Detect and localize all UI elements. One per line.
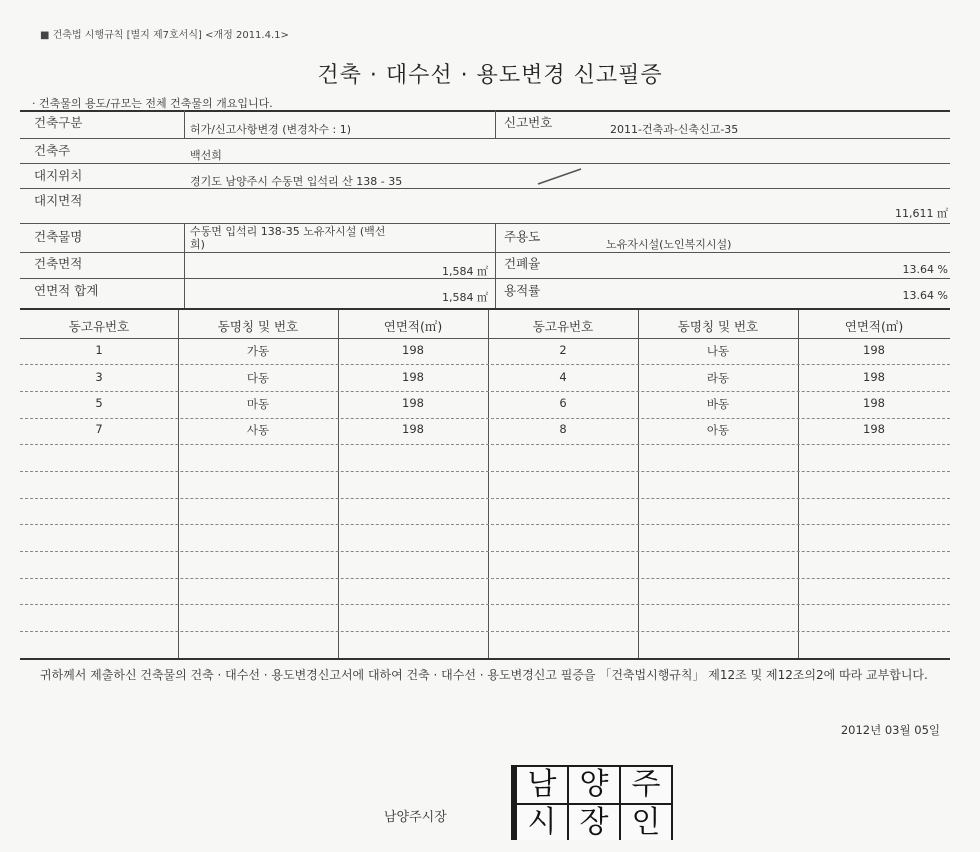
- table-cell: 198: [402, 396, 424, 410]
- table-cell: 5: [95, 396, 103, 410]
- report-no-value: 2011-건축과-신축신고-35: [610, 123, 739, 136]
- table-col-divider: [338, 310, 339, 658]
- building-area-label: 건축면적: [34, 256, 83, 271]
- table-cell: 6: [559, 396, 567, 410]
- coverage-value: 13.64 %: [902, 263, 948, 276]
- info-divider: [20, 223, 950, 224]
- info-col-divider: [184, 110, 185, 138]
- building-name-line-1: 수동면 입석리 138-35 노유자시설 (백선: [190, 225, 386, 238]
- main-use-value: 노유자시설(노인복지시설): [606, 238, 732, 251]
- table-row-divider: [20, 524, 950, 525]
- table-header-cell: 동명칭 및 번호: [677, 319, 759, 334]
- table-cell: 8: [559, 422, 567, 436]
- building-name-label: 건축물명: [34, 229, 83, 244]
- total-floor-value: 1,584 ㎡: [442, 291, 488, 304]
- owner-value: 백선희: [190, 149, 222, 162]
- seal-glyph: 장: [569, 805, 619, 840]
- issue-date: 2012년 03월 05일: [840, 723, 940, 737]
- table-cell: 7: [95, 422, 103, 436]
- info-col-divider: [184, 223, 185, 308]
- building-area-value: 1,584 ㎡: [442, 265, 488, 278]
- issuance-statement: 귀하께서 제출하신 건축물의 건축 · 대수선 · 용도변경신고서에 대하여 건축 · 대수선 · 용도변경신고 필증을 「건축법시행규칙」 제12조 및 제12조의2에 따라 교부합니다.: [40, 668, 928, 682]
- info-divider: [20, 163, 950, 164]
- main-use-label: 주용도: [504, 229, 541, 244]
- total-floor-label: 연면적 합계: [34, 283, 99, 298]
- table-row-divider: [20, 391, 950, 392]
- table-col-divider: [178, 310, 179, 658]
- table-header-cell: 연면적(㎡): [844, 319, 904, 334]
- table-cell: 3: [95, 370, 103, 384]
- table-cell: 198: [402, 422, 424, 436]
- seal-glyph: 시: [517, 805, 567, 840]
- table-col-divider: [488, 310, 489, 658]
- info-col-divider: [495, 110, 496, 138]
- table-header-cell: 연면적(㎡): [383, 319, 443, 334]
- table-cell: 198: [863, 396, 885, 410]
- category-value: 허가/신고사항변경 (변경차수 : 1): [190, 123, 351, 136]
- building-name-value: [190, 225, 385, 251]
- info-divider: [20, 138, 950, 139]
- table-header-divider: [20, 338, 950, 339]
- table-cell: 가동: [246, 344, 270, 358]
- site-value: 경기도 남양주시 수동면 입석리 산 138 - 35: [190, 175, 403, 188]
- table-row-divider: [20, 631, 950, 632]
- info-bottom-border: [20, 308, 950, 310]
- info-divider: [20, 252, 950, 253]
- info-col-divider: [495, 223, 496, 308]
- owner-label: 건축주: [34, 143, 71, 158]
- table-row-divider: [20, 418, 950, 419]
- coverage-label: 건폐율: [504, 256, 541, 271]
- site-area-label: 대지면적: [34, 193, 83, 208]
- table-row-divider: [20, 471, 950, 472]
- table-cell: 라동: [706, 371, 730, 385]
- info-top-border: [20, 110, 950, 112]
- pen-stroke-mark: [536, 166, 584, 188]
- table-cell: 198: [863, 370, 885, 384]
- seal-glyph: 양: [569, 767, 619, 803]
- table-row-divider: [20, 578, 950, 579]
- table-row-divider: [20, 444, 950, 445]
- table-bottom-border: [20, 658, 950, 660]
- table-header-cell: 동고유번호: [532, 319, 594, 334]
- table-cell: 198: [863, 343, 885, 357]
- table-cell: 나동: [706, 344, 730, 358]
- table-cell: 4: [559, 370, 567, 384]
- table-row-divider: [20, 364, 950, 365]
- table-cell: 1: [95, 343, 103, 357]
- far-label: 용적률: [504, 283, 541, 298]
- page-title: 건축 · 대수선 · 용도변경 신고필증: [317, 63, 663, 88]
- far-value: 13.64 %: [902, 289, 948, 302]
- table-cell: 198: [402, 343, 424, 357]
- table-row-divider: [20, 551, 950, 552]
- overview-notice: · 건축물의 용도/규모는 전체 건축물의 개요입니다.: [32, 97, 273, 110]
- site-label: 대지위치: [34, 168, 83, 183]
- table-cell: 2: [559, 343, 567, 357]
- table-row-divider: [20, 604, 950, 605]
- report-no-label: 신고번호: [504, 115, 553, 130]
- table-row-divider: [20, 498, 950, 499]
- table-cell: 아동: [706, 423, 730, 437]
- seal-glyph: 주: [621, 767, 671, 803]
- seal-glyph: 남: [517, 767, 567, 803]
- table-header-cell: 동고유번호: [68, 319, 130, 334]
- building-name-line-2: 희): [190, 238, 205, 251]
- table-cell: 사동: [246, 423, 270, 437]
- category-label: 건축구분: [34, 115, 83, 130]
- table-col-divider: [798, 310, 799, 658]
- seal-glyph: 인: [621, 805, 671, 840]
- table-cell: 마동: [246, 397, 270, 411]
- table-cell: 198: [863, 422, 885, 436]
- table-cell: 다동: [246, 371, 270, 385]
- table-cell: 바동: [706, 397, 730, 411]
- form-note: ■ 건축법 시행규칙 [별지 제7호서식] <개정 2011.4.1>: [40, 30, 289, 41]
- official-seal: [511, 765, 673, 840]
- info-divider: [20, 188, 950, 189]
- site-area-value: 11,611 ㎡: [895, 207, 948, 220]
- table-cell: 198: [402, 370, 424, 384]
- table-col-divider: [638, 310, 639, 658]
- issuer-name: 남양주시장: [384, 810, 447, 825]
- table-header-cell: 동명칭 및 번호: [217, 319, 299, 334]
